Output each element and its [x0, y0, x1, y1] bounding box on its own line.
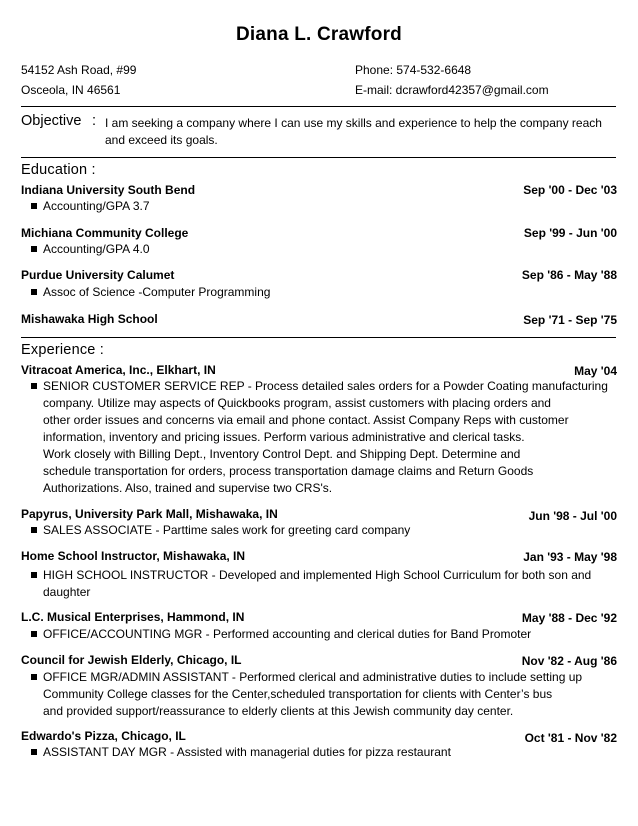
list-item-continued: schedule transportation for orders, process transportation damage claims and Return Goods — [43, 464, 534, 478]
experience-employer: L.C. Musical Enterprises, Hammond, IN — [21, 610, 245, 624]
bullet-icon — [31, 289, 37, 295]
address-line-1: 54152 Ash Road, #99 — [21, 63, 137, 77]
phone-number: Phone: 574-532-6648 — [355, 63, 472, 77]
education-dates: Sep '00 - Dec '03 — [523, 183, 617, 197]
education-school: Indiana University South Bend — [21, 183, 196, 197]
experience-employer: Council for Jewish Elderly, Chicago, IL — [21, 653, 242, 667]
education-dates: Sep '86 - May '88 — [521, 268, 617, 282]
divider — [21, 106, 616, 107]
list-item-continued: and provided support/reassurance to elderly clients at this Jewish community day center. — [43, 704, 514, 718]
bullet-icon — [31, 572, 37, 578]
experience-heading: Experience : — [21, 342, 104, 358]
experience-dates: Jan '93 - May '98 — [523, 550, 617, 564]
address-line-2: Osceola, IN 46561 — [21, 83, 121, 97]
list-item: OFFICE/ACCOUNTING MGR - Performed accounting and clerical duties for Band Promoter — [31, 626, 531, 643]
list-item-continued: Community College classes for the Center,scheduled transportation for clients with Center’s bus — [43, 687, 553, 701]
email-address: E-mail: dcrawford42357@gmail.com — [355, 83, 549, 97]
objective-label: Objective — [21, 113, 82, 129]
experience-dates: Jun '98 - Jul '00 — [528, 509, 617, 523]
bullet-icon — [31, 527, 37, 533]
list-item: Accounting/GPA 3.7 — [31, 198, 150, 215]
experience-employer: Edwardo's Pizza, Chicago, IL — [21, 729, 186, 743]
education-dates: Sep '99 - Jun '00 — [523, 226, 617, 240]
bullet-icon — [31, 203, 37, 209]
list-item: Assoc of Science -Computer Programming — [31, 284, 270, 301]
list-item: SENIOR CUSTOMER SERVICE REP - Process detailed sales orders for a Powder Coating manufacturing — [31, 378, 608, 395]
list-item: ASSISTANT DAY MGR - Assisted with managerial duties for pizza restaurant — [31, 744, 451, 761]
education-school: Mishawaka High School — [21, 312, 158, 326]
education-school: Michiana Community College — [21, 226, 189, 240]
education-heading: Education : — [21, 162, 96, 178]
list-item: SALES ASSOCIATE - Parttime sales work for greeting card company — [31, 522, 410, 539]
experience-employer: Home School Instructor, Mishawaka, IN — [21, 549, 246, 563]
list-item: HIGH SCHOOL INSTRUCTOR - Developed and implemented High School Curriculum for both son and — [31, 567, 591, 584]
list-item-continued: other order issues and concerns via email and phone contact. Assist Company Reps with customer — [43, 413, 569, 427]
list-item-continued: information, inventory and pricing issues. Perform various administrative and clerical tasks. — [43, 430, 525, 444]
experience-dates: May '04 — [574, 364, 617, 378]
list-item-continued: daughter — [43, 585, 91, 599]
divider — [21, 157, 616, 158]
experience-employer: Vitracoat America, Inc., Elkhart, IN — [21, 363, 216, 377]
bullet-icon — [31, 383, 37, 389]
education-dates: Sep '71 - Sep '75 — [523, 313, 617, 327]
experience-dates: Nov '82 - Aug '86 — [521, 654, 617, 668]
experience-dates: Oct '81 - Nov '82 — [524, 731, 617, 745]
list-item-continued: company. Utilize may aspects of Quickbooks program, assist customers with placing orders and — [43, 396, 551, 410]
list-item: Accounting/GPA 4.0 — [31, 241, 150, 258]
bullet-icon — [31, 246, 37, 252]
bullet-icon — [31, 749, 37, 755]
bullet-icon — [31, 631, 37, 637]
objective-text: I am seeking a company where I can use my skills and experience to help the company reach and exceed its goals. — [105, 116, 602, 147]
experience-dates: May '88 - Dec '92 — [521, 611, 617, 625]
education-school: Purdue University Calumet — [21, 268, 175, 282]
experience-employer: Papyrus, University Park Mall, Mishawaka, IN — [21, 507, 278, 521]
objective-colon: : — [92, 113, 97, 129]
list-item-continued: Authorizations. Also, trained and supervise two CRS's. — [43, 481, 333, 495]
list-item: OFFICE MGR/ADMIN ASSISTANT - Performed clerical and administrative duties to include setting up — [31, 669, 582, 686]
candidate-name: Diana L. Crawford — [236, 24, 402, 45]
list-item-continued: Work closely with Billing Dept., Inventory Control Dept. and Shipping Dept. Determine and — [43, 447, 521, 461]
bullet-icon — [31, 674, 37, 680]
divider — [21, 337, 616, 338]
